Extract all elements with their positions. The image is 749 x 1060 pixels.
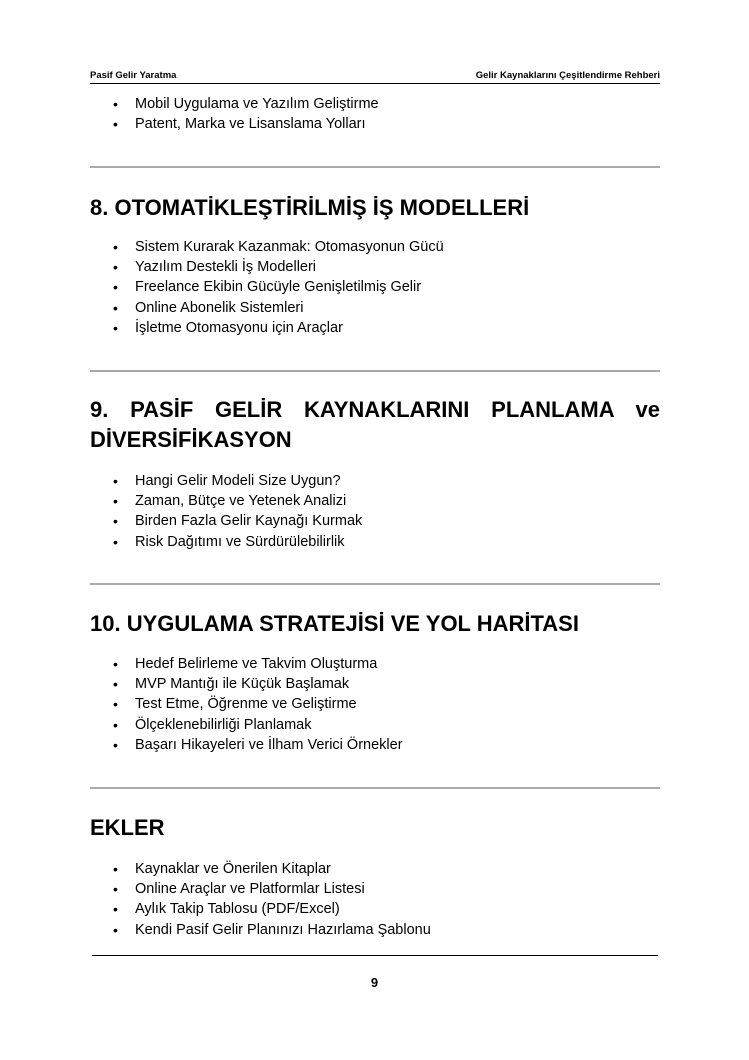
bullet-icon: •: [113, 259, 118, 276]
bullet-icon: •: [113, 299, 118, 316]
section-heading-9: 9. PASİF GELİR KAYNAKLARINI PLANLAMA ve DİVERSİFİKASYON: [90, 397, 660, 452]
section-10-bullet-list: [113, 654, 403, 755]
list-item: • Test Etme, Öğrenme ve Geliştirme: [113, 694, 403, 714]
header-left-title: Pasif Gelir Yaratma: [90, 70, 177, 81]
bullet-icon: •: [113, 676, 118, 693]
list-item: • Online Araçlar ve Platformlar Listesi: [113, 879, 431, 899]
list-item: • Freelance Ekibin Gücüyle Genişletilmiş Gelir: [113, 277, 444, 297]
intro-bullet-list: [113, 94, 379, 134]
list-item: • Kendi Pasif Gelir Planınızı Hazırlama Şablonu: [113, 920, 431, 940]
list-item: • Yazılım Destekli İş Modelleri: [113, 257, 444, 277]
list-item: • Mobil Uygulama ve Yazılım Geliştirme: [113, 94, 379, 114]
list-item: • MVP Mantığı ile Küçük Başlamak: [113, 674, 403, 694]
bullet-icon: •: [113, 513, 118, 530]
section-divider: [90, 787, 660, 789]
bullet-icon: •: [113, 901, 118, 918]
list-item: • Başarı Hikayeleri ve İlham Verici Örnekler: [113, 735, 403, 755]
bullet-icon: •: [113, 696, 118, 713]
bullet-icon: •: [113, 239, 118, 255]
list-item: • Sistem Kurarak Kazanmak: Otomasyonun Gücü: [113, 237, 444, 257]
bullet-icon: •: [113, 116, 118, 133]
running-header: [90, 70, 660, 84]
list-item: • İşletme Otomasyonu için Araçlar: [113, 318, 444, 338]
list-item: • Birden Fazla Gelir Kaynağı Kurmak: [113, 511, 362, 531]
list-item: • Online Abonelik Sistemleri: [113, 298, 444, 318]
list-item: • Ölçeklenebilirliği Planlamak: [113, 715, 403, 735]
section-divider: [90, 583, 660, 585]
bullet-icon: •: [113, 881, 118, 898]
bullet-icon: •: [113, 319, 118, 336]
bullet-icon: •: [113, 861, 118, 877]
list-item: • Risk Dağıtımı ve Sürdürülebilirlik: [113, 532, 362, 552]
bullet-icon: •: [113, 279, 118, 296]
section-heading-8: 8. OTOMATİKLEŞTİRİLMİŞ İŞ MODELLERİ: [90, 195, 530, 220]
bullet-icon: •: [113, 736, 118, 753]
list-item: • Hedef Belirleme ve Takvim Oluşturma: [113, 654, 403, 674]
section-divider: [90, 370, 660, 372]
list-item: • Patent, Marka ve Lisanslama Yolları: [113, 114, 379, 134]
page-number: 9: [370, 975, 379, 990]
list-item: • Hangi Gelir Modeli Size Uygun?: [113, 471, 362, 491]
list-item: • Aylık Takip Tablosu (PDF/Excel): [113, 899, 431, 919]
footer-rule: [92, 955, 658, 956]
bullet-icon: •: [113, 656, 118, 672]
header-right-title: Gelir Kaynaklarını Çeşitlendirme Rehberi: [475, 70, 660, 81]
appendix-bullet-list: [113, 859, 431, 940]
list-item: • Kaynaklar ve Önerilen Kitaplar: [113, 859, 431, 879]
section-9-bullet-list: [113, 471, 362, 552]
bullet-icon: •: [113, 493, 118, 510]
section-divider: [90, 166, 660, 168]
list-item: • Zaman, Bütçe ve Yetenek Analizi: [113, 491, 362, 511]
bullet-icon: •: [113, 473, 118, 489]
bullet-icon: •: [113, 96, 118, 112]
bullet-icon: •: [113, 716, 118, 733]
bullet-icon: •: [113, 921, 118, 938]
section-heading-10: 10. UYGULAMA STRATEJİSİ VE YOL HARİTASI: [90, 611, 579, 636]
section-heading-appendix: EKLER: [90, 815, 165, 840]
bullet-icon: •: [113, 533, 118, 550]
section-8-bullet-list: [113, 237, 444, 338]
